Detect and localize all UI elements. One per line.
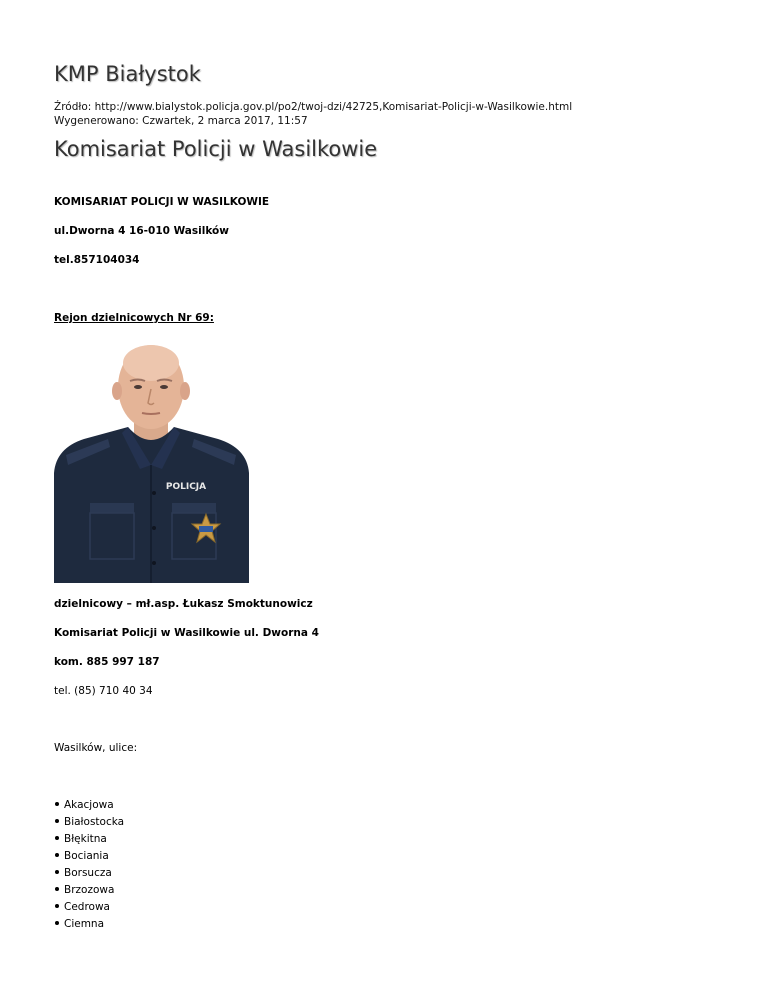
bullet-icon xyxy=(55,887,59,891)
officer-photo xyxy=(54,343,249,583)
bullet-icon xyxy=(55,904,59,908)
list-item: Borsucza xyxy=(54,865,124,882)
list-item: Akacjowa xyxy=(54,797,124,814)
uniform-label: POLICJA xyxy=(165,482,207,492)
list-item: Cedrowa xyxy=(54,899,124,916)
document-meta xyxy=(54,100,572,128)
article-title: Komisariat Policji w Wasilkowie xyxy=(54,137,378,161)
office-address: Komisariat Policji w Wasilkowie ul. Dworna 4 xyxy=(54,627,319,639)
street-list xyxy=(54,797,124,933)
officer-name: dzielnicowy – mł.asp. Łukasz Smoktunowicz xyxy=(54,598,313,610)
list-item: Białostocka xyxy=(54,814,124,831)
station-phone: tel.857104034 xyxy=(54,254,140,266)
list-item: Ciemna xyxy=(54,916,124,933)
office-phone: tel. (85) 710 40 34 xyxy=(54,685,153,697)
officer-mobile: kom. 885 997 187 xyxy=(54,656,160,668)
district-heading: Rejon dzielnicowych Nr 69: xyxy=(54,312,214,324)
bullet-icon xyxy=(55,819,59,823)
list-item: Brzozowa xyxy=(54,882,124,899)
list-item: Bociania xyxy=(54,848,124,865)
bullet-icon xyxy=(55,802,59,806)
generated-line: Wygenerowano: Czwartek, 2 marca 2017, 11:57 xyxy=(54,115,308,127)
bullet-icon xyxy=(55,921,59,925)
bullet-icon xyxy=(55,853,59,857)
station-name: KOMISARIAT POLICJI W WASILKOWIE xyxy=(54,196,270,208)
bullet-icon xyxy=(55,870,59,874)
station-address: ul.Dworna 4 16-010 Wasilków xyxy=(54,225,229,237)
site-title: KMP Białystok xyxy=(54,62,201,86)
source-line: Źródło: http://www.bialystok.policja.gov.pl/po2/twoj-dzi/42725,Komisariat-Policji-w-Wasilkowie.html xyxy=(54,101,573,113)
streets-heading: Wasilków, ulice: xyxy=(54,742,138,754)
bullet-icon xyxy=(55,836,59,840)
list-item: Błękitna xyxy=(54,831,124,848)
